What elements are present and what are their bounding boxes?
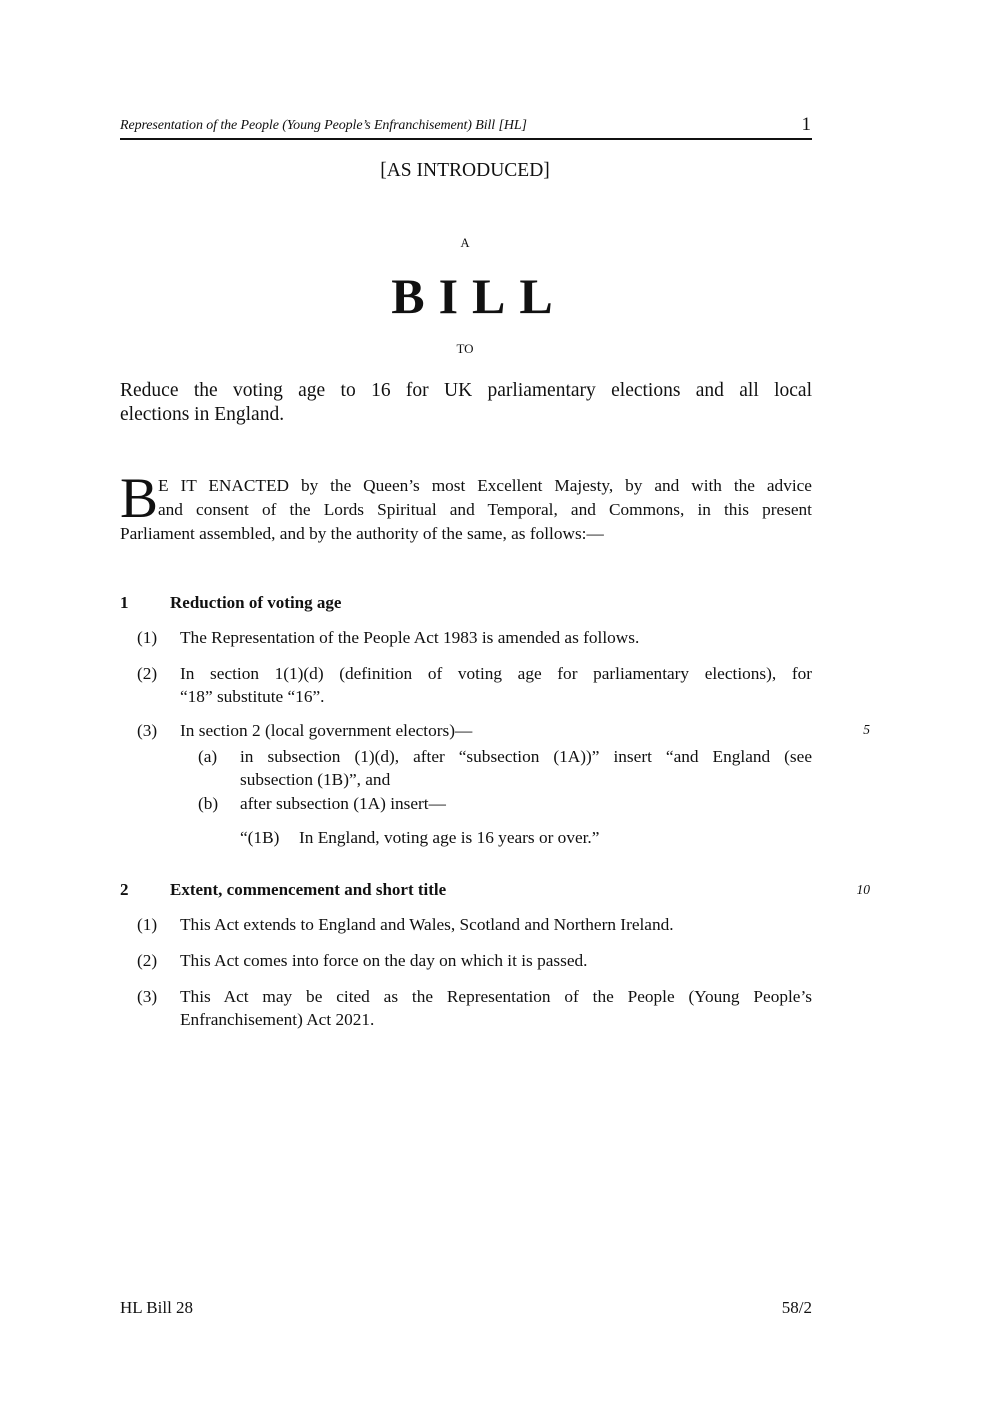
enacting-formula — [120, 467, 812, 546]
subsection-text-line-2: “18” substitute “16”. — [180, 686, 325, 706]
title-article: A — [460, 236, 470, 250]
footer-print-ref: 58/2 — [781, 1298, 812, 1317]
subsection-number: (3) — [137, 987, 158, 1006]
clause-number: 1 — [120, 593, 129, 612]
long-title-line-1: Reduce the voting age to 16 for UK parliamentary elections and all local — [120, 380, 812, 401]
paragraph-text-line-2: subsection (1B)”, and — [240, 769, 391, 789]
drop-cap: B — [120, 467, 159, 530]
long-title — [120, 379, 812, 427]
subsection-text-line-2: Enfranchisement) Act 2021. — [180, 1009, 375, 1029]
subsection-text — [180, 986, 812, 1031]
paragraph-text — [240, 746, 812, 791]
subsection-number: (1) — [137, 915, 158, 934]
running-header — [120, 116, 812, 140]
subsection-text: The Representation of the People Act 1983 is amended as follows. — [180, 628, 640, 647]
enacting-line-1 — [120, 474, 812, 498]
clause-title: Reduction of voting age — [170, 593, 342, 612]
enacting-line-3: Parliament assembled, and by the authority of the same, as follows:— — [120, 524, 604, 543]
subsection-number: (3) — [137, 721, 158, 740]
subsection-number: (2) — [137, 664, 158, 683]
line-number-5: 5 — [863, 722, 870, 737]
footer-bill-number: HL Bill 28 — [120, 1298, 194, 1317]
subsection-text — [180, 663, 812, 708]
paragraph-letter: (b) — [198, 794, 219, 813]
paragraph-text: after subsection (1A) insert— — [240, 794, 446, 813]
enacting-small-caps: E IT ENACTED — [158, 476, 290, 495]
subsection-text-line-1: In section 1(1)(d) (definition of voting age for parliamentary elections), for — [180, 664, 812, 683]
title-to: TO — [456, 341, 474, 356]
enacting-line-2: and consent of the Lords Spiritual and Temporal, and Commons, in this present — [158, 500, 812, 519]
running-title: Representation of the People (Young People’s Enfranchisement) Bill [HL] — [120, 118, 527, 133]
subsection-text-line-1: This Act may be cited as the Representation of the People (Young People’s — [180, 987, 812, 1006]
enacting-line-1-rest: by the Queen’s most Excellent Majesty, by and with the advice — [300, 476, 812, 495]
bill-heading: BILL — [391, 268, 567, 324]
clause-title: Extent, commencement and short title — [170, 880, 447, 899]
subsection-text: In section 2 (local government electors)— — [180, 721, 473, 740]
bill-status: [AS INTRODUCED] — [380, 160, 550, 181]
clause-number: 2 — [120, 880, 129, 899]
page-number: 1 — [801, 114, 811, 135]
subsection-text: This Act extends to England and Wales, Scotland and Northern Ireland. — [180, 915, 674, 934]
quoted-number: “(1B) — [240, 828, 280, 847]
long-title-line-2: elections in England. — [120, 404, 285, 425]
paragraph-text-line-1: in subsection (1)(d), after “subsection (1A))” insert “and England (see — [240, 747, 812, 766]
quoted-body: In England, voting age is 16 years or over.” — [299, 828, 600, 847]
line-number-10: 10 — [856, 882, 870, 897]
subsection-number: (2) — [137, 951, 158, 970]
subsection-number: (1) — [137, 628, 158, 647]
paragraph-letter: (a) — [198, 747, 218, 766]
subsection-text: This Act comes into force on the day on which it is passed. — [180, 951, 588, 970]
